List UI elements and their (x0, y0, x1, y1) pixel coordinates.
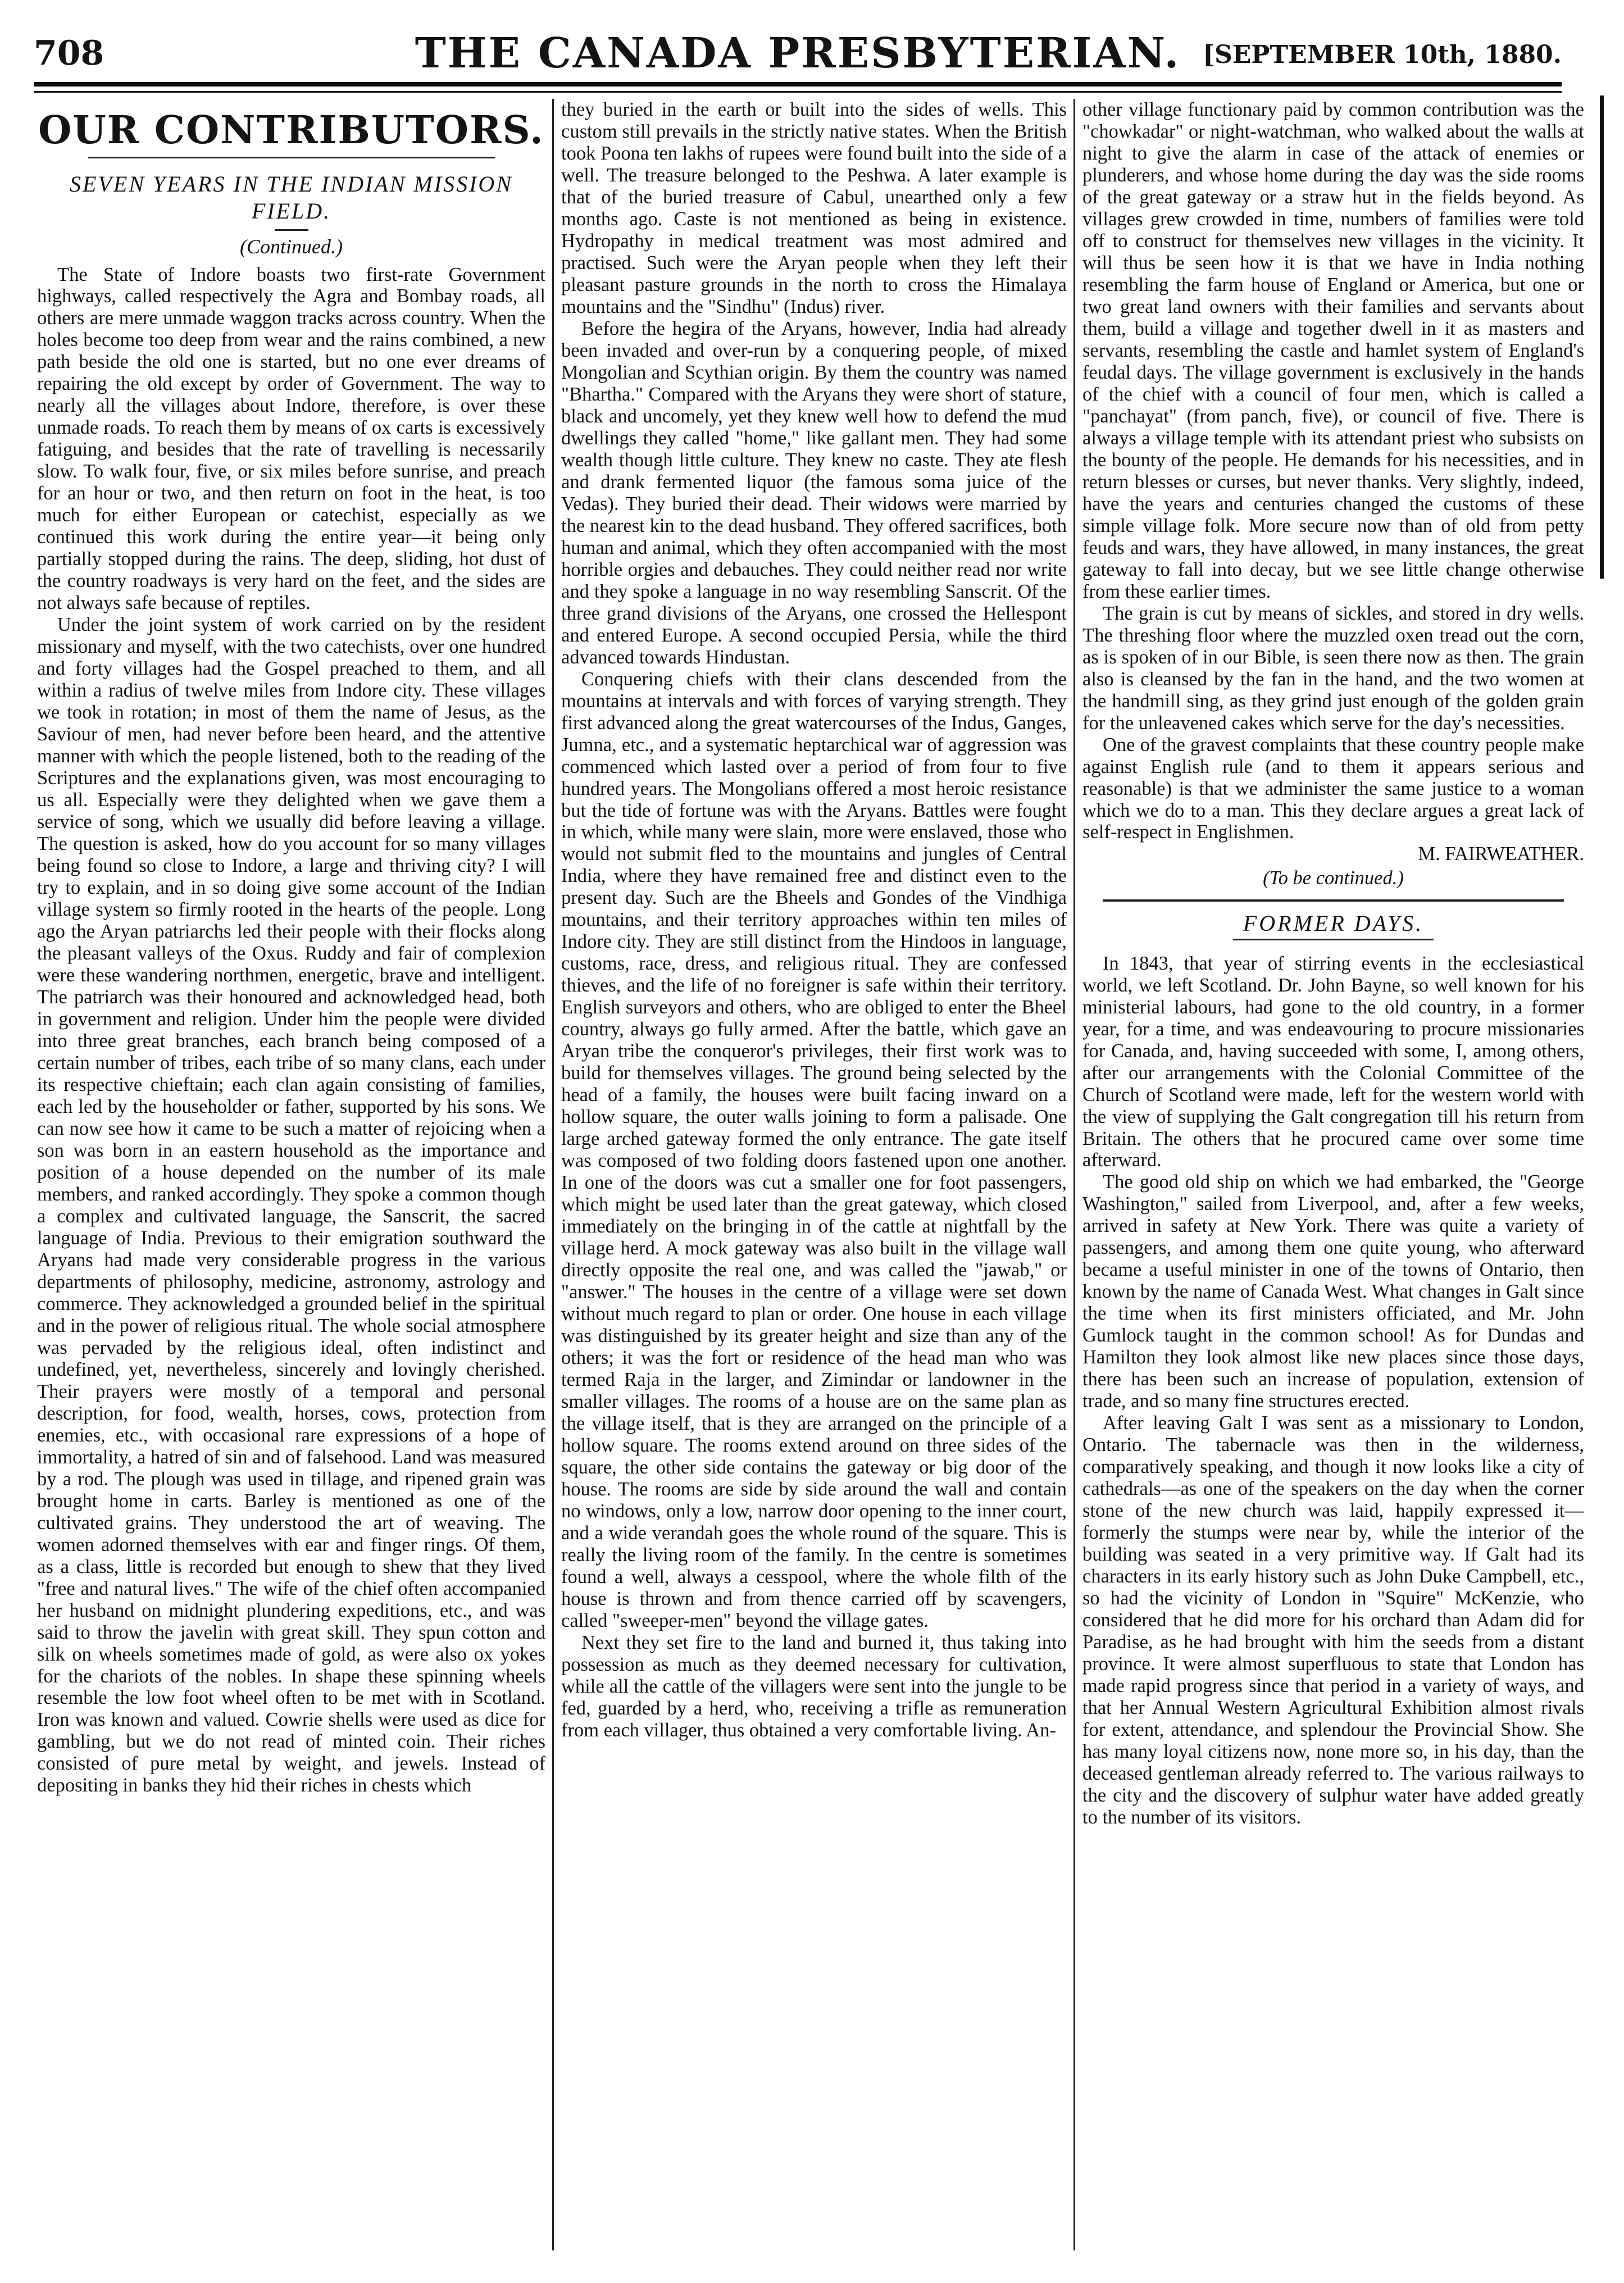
article-paragraph: they buried in the earth or built into the sides of wells. This custom still prevails in the strictly native states. When the British took Poona ten lakhs of rupees were found built into the side of a well. The treasure belonged to the Peshwa. A later example is that of the buried treasure of Cabul, unearthed only a few months ago. Caste is not mentioned as being in existence. Hydropathy in medical treatment was most admired and practised. Such were the Aryan people when they left their pleasant pasture grounds in the north to cross the Himalaya mountains and the "Sindhu" (Indus) river. (561, 99, 1067, 317)
article-paragraph: Conquering chiefs with their clans descended from the mountains at intervals and with forces of varying strength. They first advanced along the great watercourses of the Indus, Ganges, Jumna, etc., and a systematic heptarchical war of aggression was commenced which lasted over a period of from four to five hundred years. The Mongolians offered a most heroic resistance but the tide of fortune was with the Aryans. Battles were fought in which, while many were slain, more were enslaved, those who would not submit fled to the mountains and jungles of Central India, where they have remained free and distinct even to the present day. Such are the Bheels and Gondes of the Vindhiga mountains, and their territory approaches within ten miles of Indore city. They are still distinct from the Hindoos in language, customs, race, dress, and religious ritual. They are confessed thieves, and the life of no foreigner is safe within their territory. English surveyors and others, who are obliged to enter the Bheel country, always go fully armed. After the battle, which gave an Aryan tribe the conqueror's privileges, their first work was to build for themselves villages. The ground being selected by the head of a family, the houses were built facing inward on a hollow square, the outer walls joining to form a palisade. One large arched gateway formed the only entrance. The gate itself was composed of two folding doors fastened upon one another. In one of the doors was cut a smaller one for foot passengers, which might be used later than the great gateway, which closed immediately on the bringing in of the cattle at nightfall by the village herd. A mock gateway was also built in the village wall directly opposite the real one, and was called the "jawab," or "answer." The houses in the centre of a village were set down without much regard to plan or order. One house in each village was distinguished by its greater height and size than any of the others; it was the fort or residence of the head man who was termed Raja in the larger, and Zimindar or landowner in the smaller villages. The rooms of a house are on the same plan as the village itself, that is they are arranged on the principle of a hollow square. The rooms extend around on three sides of the square, the other side contains the gateway or big door of the house. The rooms are side by side around the wall and contain no windows, only a low, narrow door opening to the inner court, and a wide verandah goes the whole round of the square. This is really the living room of the family. In the centre is sometimes found a well, always a cesspool, where the whole filth of the house is thrown and from thence carried off by scavengers, called "sweeper-men" beyond the village gates. (561, 668, 1067, 1631)
article-title: SEVEN YEARS IN THE INDIAN MISSION FIELD. (70, 171, 513, 224)
column-separator-1 (552, 99, 554, 2250)
article-paragraph: Under the joint system of work carried on by the resident missionary and myself, with the two catechists, over one hundred and forty villages had the Gospel preached to them, and all within a radius of twelve miles from Indore city. These villages we took in rotation; in most of them the name of Jesus, as the Saviour of men, had never before been heard, and the attentive manner with which the people listened, both to the reading of the Scriptures and the explanations given, was most encouraging to us all. Especially were they delighted when we gave them a service of song, which we usually did before leaving a village. The question is asked, how do you account for so many villages being found so close to Indore, a large and thriving city? I will try to explain, and in so doing give some account of the Indian village system so firmly rooted in the hearts of the people. Long ago the Aryan patriarchs led their people with their flocks along the pleasant valleys of the Oxus. Ruddy and fair of complexion were these wandering northmen, energetic, brave and intelligent. The patriarch was their honoured and acknowledged head, both in government and religion. Under him the people were divided into three great branches, each branch being composed of a certain number of tribes, each tribe of so many clans, each under its respective chieftain; each clan again consisting of families, each led by the householder or father, supported by his sons. We can now see how it came to be such a matter of rejoicing when a son was born in an eastern household as the importance and position of a house depended on the number of its male members, and ranked accordingly. They spoke a common though a complex and cultivated language, the Sanscrit, the sacred language of India. Previous to their emigration southward the Aryans had made very considerable progress in the various departments of philosophy, medicine, astronomy, astrology and commerce. They acknowledged a grounded belief in the spiritual and in the power of religious ritual. The whole social atmosphere was pervaded by the religious ideal, often indistinct and undefined, yet, nevertheless, sincerely and lovingly cherished. Their prayers were mostly of a temporal and personal description, for food, wealth, horses, cows, protection from enemies, etc., with occasional rare expressions of a hope of immortality, a hatred of sin and of falsehood. Land was measured by a rod. The plough was used in tillage, and ripened grain was brought home in carts. Barley is mentioned as one of the cultivated grains. They understood the art of weaving. The women adorned themselves with ear and finger rings. Of them, as a class, little is recorded but enough to shew that they lived "free and natural lives." The wife of the chief often accompanied her husband on midnight plundering expeditions, etc., and was said to throw the javelin with great skill. They spun cotton and silk on wheels sometimes made of gold, as were also ox yokes for the chariots of the nobles. In shape these spinning wheels resemble the low foot wheel often to be met with in Scotland. Iron was known and valued. Cowrie shells were used as dice for gambling, but we do not read of minted coin. Their riches consisted of pure metal by weight, and jewels. Instead of depositing in banks they hid their riches in chests which (37, 614, 545, 1797)
margin-mark (1600, 95, 1604, 579)
section-title: OUR CONTRIBUTORS. (38, 108, 544, 153)
issue-date: [SEPTEMBER 10th, 1880. (1203, 40, 1562, 69)
article-paragraph: The State of Indore boasts two first-rate Government highways, called respectively the Agra and Bombay roads, all others are mere unmade waggon tracks across country. When the holes become too deep from wear and the rains combined, a new path beside the old one is started, but no one ever dreams of repairing the old except by order of Government. The way to nearly all the villages about Indore, therefore, is over these unmade roads. To reach them by means of ox carts is excessively fatiguing, and besides that the rate of travelling is necessarily slow. To walk four, five, or six miles before sunrise, and preach for an hour or two, and then return on foot in the heat, is too much for either European or catechist, especially as we continued this work during the entire year—it being only partially stopped during the rains. The deep, sliding, hot dust of the country roadways is very hard on the feet, and the sides are not always safe because of reptiles. (37, 263, 545, 614)
article-paragraph: One of the gravest complaints that these country people make against English rule (and to them it appears serious and reasonable) is that we administer the same justice to a woman which we do to a man. This they declare argues a great lack of self-respect in Englishmen. (1082, 734, 1584, 843)
article-author: M. FAIRWEATHER. (1418, 843, 1584, 865)
column-separator-2 (1073, 99, 1075, 2250)
header-rule-thin (34, 91, 1562, 93)
article-paragraph: other village functionary paid by common contribution was the "chowkadar" or night-watchman, who walked about the walls at night to give the alarm in case of the attack of enemies or plunderers, and whose home during the day was the side rooms of the great gateway or a straw hut in the fields beyond. As villages grew crowded in time, numbers of families were told off to construct for themselves new villages in the vicinity. It will thus be seen how it is that we have in India nothing resembling the farm house of England or America, but one or two great land owners with their families and servants about them, build a village and together dwell in it as masters and servants, resembling the castle and hamlet system of England's feudal days. The village government is exclusively in the hands of the chief with a council of four men, which is called a "panchayat" (from panch, five), or council of five. There is always a village temple with its attendant priest who subsists on the bounty of the people. He demands for his necessities, and in return blesses or curses, but never thanks. Very slightly, indeed, have the years and centuries changed the customs of these simple village folk. More secure now than of old from petty feuds and wars, they have allowed, in many instances, the great gateway to fall into decay, but we see little change otherwise from these earlier times. (1082, 99, 1584, 602)
article-paragraph: Before the hegira of the Aryans, however, India had already been invaded and over-run by a conquering people, of mixed Mongolian and Scythian origin. By them the country was named "Bhartha." Compared with the Aryans they were short of stature, black and uncomely, yet they knew well how to defend the mud dwellings they called "home," like gallant men. They had some wealth though little culture. They knew no caste. They ate flesh and drank fermented liquor (the famous soma juice of the Vedas). They buried their dead. Their widows were married by the nearest kin to the dead husband. They offered sacrifices, both human and animal, which they often accompanied with the most horrible orgies and debauches. They could neither read nor write and they spoke a language in no way resembling Sanscrit. Of the three grand divisions of the Aryans, one crossed the Hellespont and entered Europe. A second occupied Persia, while the third advanced towards Hindustan. (561, 317, 1067, 668)
page-number: 708 (34, 34, 104, 73)
article2-paragraph: After leaving Galt I was sent as a missionary to London, Ontario. The tabernacle was then in the wilderness, comparatively speaking, and though it now looks like a city of cathedrals—as one of the speakers on the day when the corner stone of the new church was laid, happily expressed it—formerly the stumps were near by, while the interior of the building was seated in a very primitive way. If Galt had its characters in its early history such as John Duke Campbell, etc., so had the vicinity of London in "Squire" McKenzie, who considered that he did more for his orchard than Adam did for Paradise, as he had brought with him the seeds from a distant province. It were almost superfluous to state that London has made rapid progress since that period in a variety of ways, and that her Annual Western Agricultural Exhibition almost rivals for extent, attendance, and splendour the Provincial Show. She has many loyal citizens now, none more so, in his day, than the deceased gentleman already referred to. The various railways to the city and the discovery of sulphur water have added greatly to the number of its visitors. (1082, 1412, 1584, 1829)
article-subtitle: (Continued.) (240, 235, 343, 258)
article2-title-underline (1233, 939, 1434, 940)
page-header (34, 27, 1562, 79)
column-2 (561, 99, 1067, 2250)
section-rule (88, 157, 495, 158)
article2-title: FORMER DAYS. (1243, 911, 1424, 936)
article2-paragraph: The good old ship on which we had embarked, the "George Washington," sailed from Liverpool, and, after a few weeks, arrived in safety at New York. There was quite a variety of passengers, and among them one quite young, who afterward became a useful minister in one of the towns of Ontario, then known by the name of Canada West. What changes in Galt since the time when its first ministers officiated, and Mr. John Gumlock taught in the common school! As for Dundas and Hamilton they look almost like new places since those days, there has been such an increase of population, extension of trade, and so many fine structures erected. (1082, 1171, 1584, 1412)
to-be-continued: (To be continued.) (1263, 867, 1404, 889)
article2-paragraph: In 1843, that year of stirring events in the ecclesiastical world, we left Scotland. Dr. John Bayne, so well known for his ministerial labours, had gone to the old country, in a former year, for a time, and was endeavouring to procure missionaries for Canada, and, having succeeded with some, I, among others, after our arrangements with the Colonial Committee of the Church of Scotland were made, left for the western world with the view of supplying the Galt congregation till his return from Britain. The others that he procured came over some time afterward. (1082, 952, 1584, 1171)
column-1 (37, 99, 545, 2250)
title-rule (275, 229, 308, 231)
article-divider (1103, 899, 1564, 902)
column-3 (1082, 99, 1584, 2250)
article-paragraph: Next they set fire to the land and burned it, thus taking into possession as much as they deemed necessary for cultivation, while all the cattle of the villagers were sent into the jungle to be fed, guarded by a herd, who, receiving a trifle as remuneration from each villager, thus obtained a very comfortable living. An- (561, 1631, 1067, 1741)
masthead-title: THE CANADA PRESBYTERIAN. (415, 29, 1181, 78)
article-signoff (1082, 843, 1584, 865)
article-paragraph: The grain is cut by means of sickles, and stored in dry wells. The threshing floor where the muzzled oxen tread out the corn, as is spoken of in our Bible, is seen there now as then. The grain also is cleansed by the fan in the hand, and the two women at the handmill sing, as they grind just enough of the golden grain for the unleavened cakes which serve for the day's necessities. (1082, 602, 1584, 734)
header-rule-thick (34, 82, 1562, 87)
